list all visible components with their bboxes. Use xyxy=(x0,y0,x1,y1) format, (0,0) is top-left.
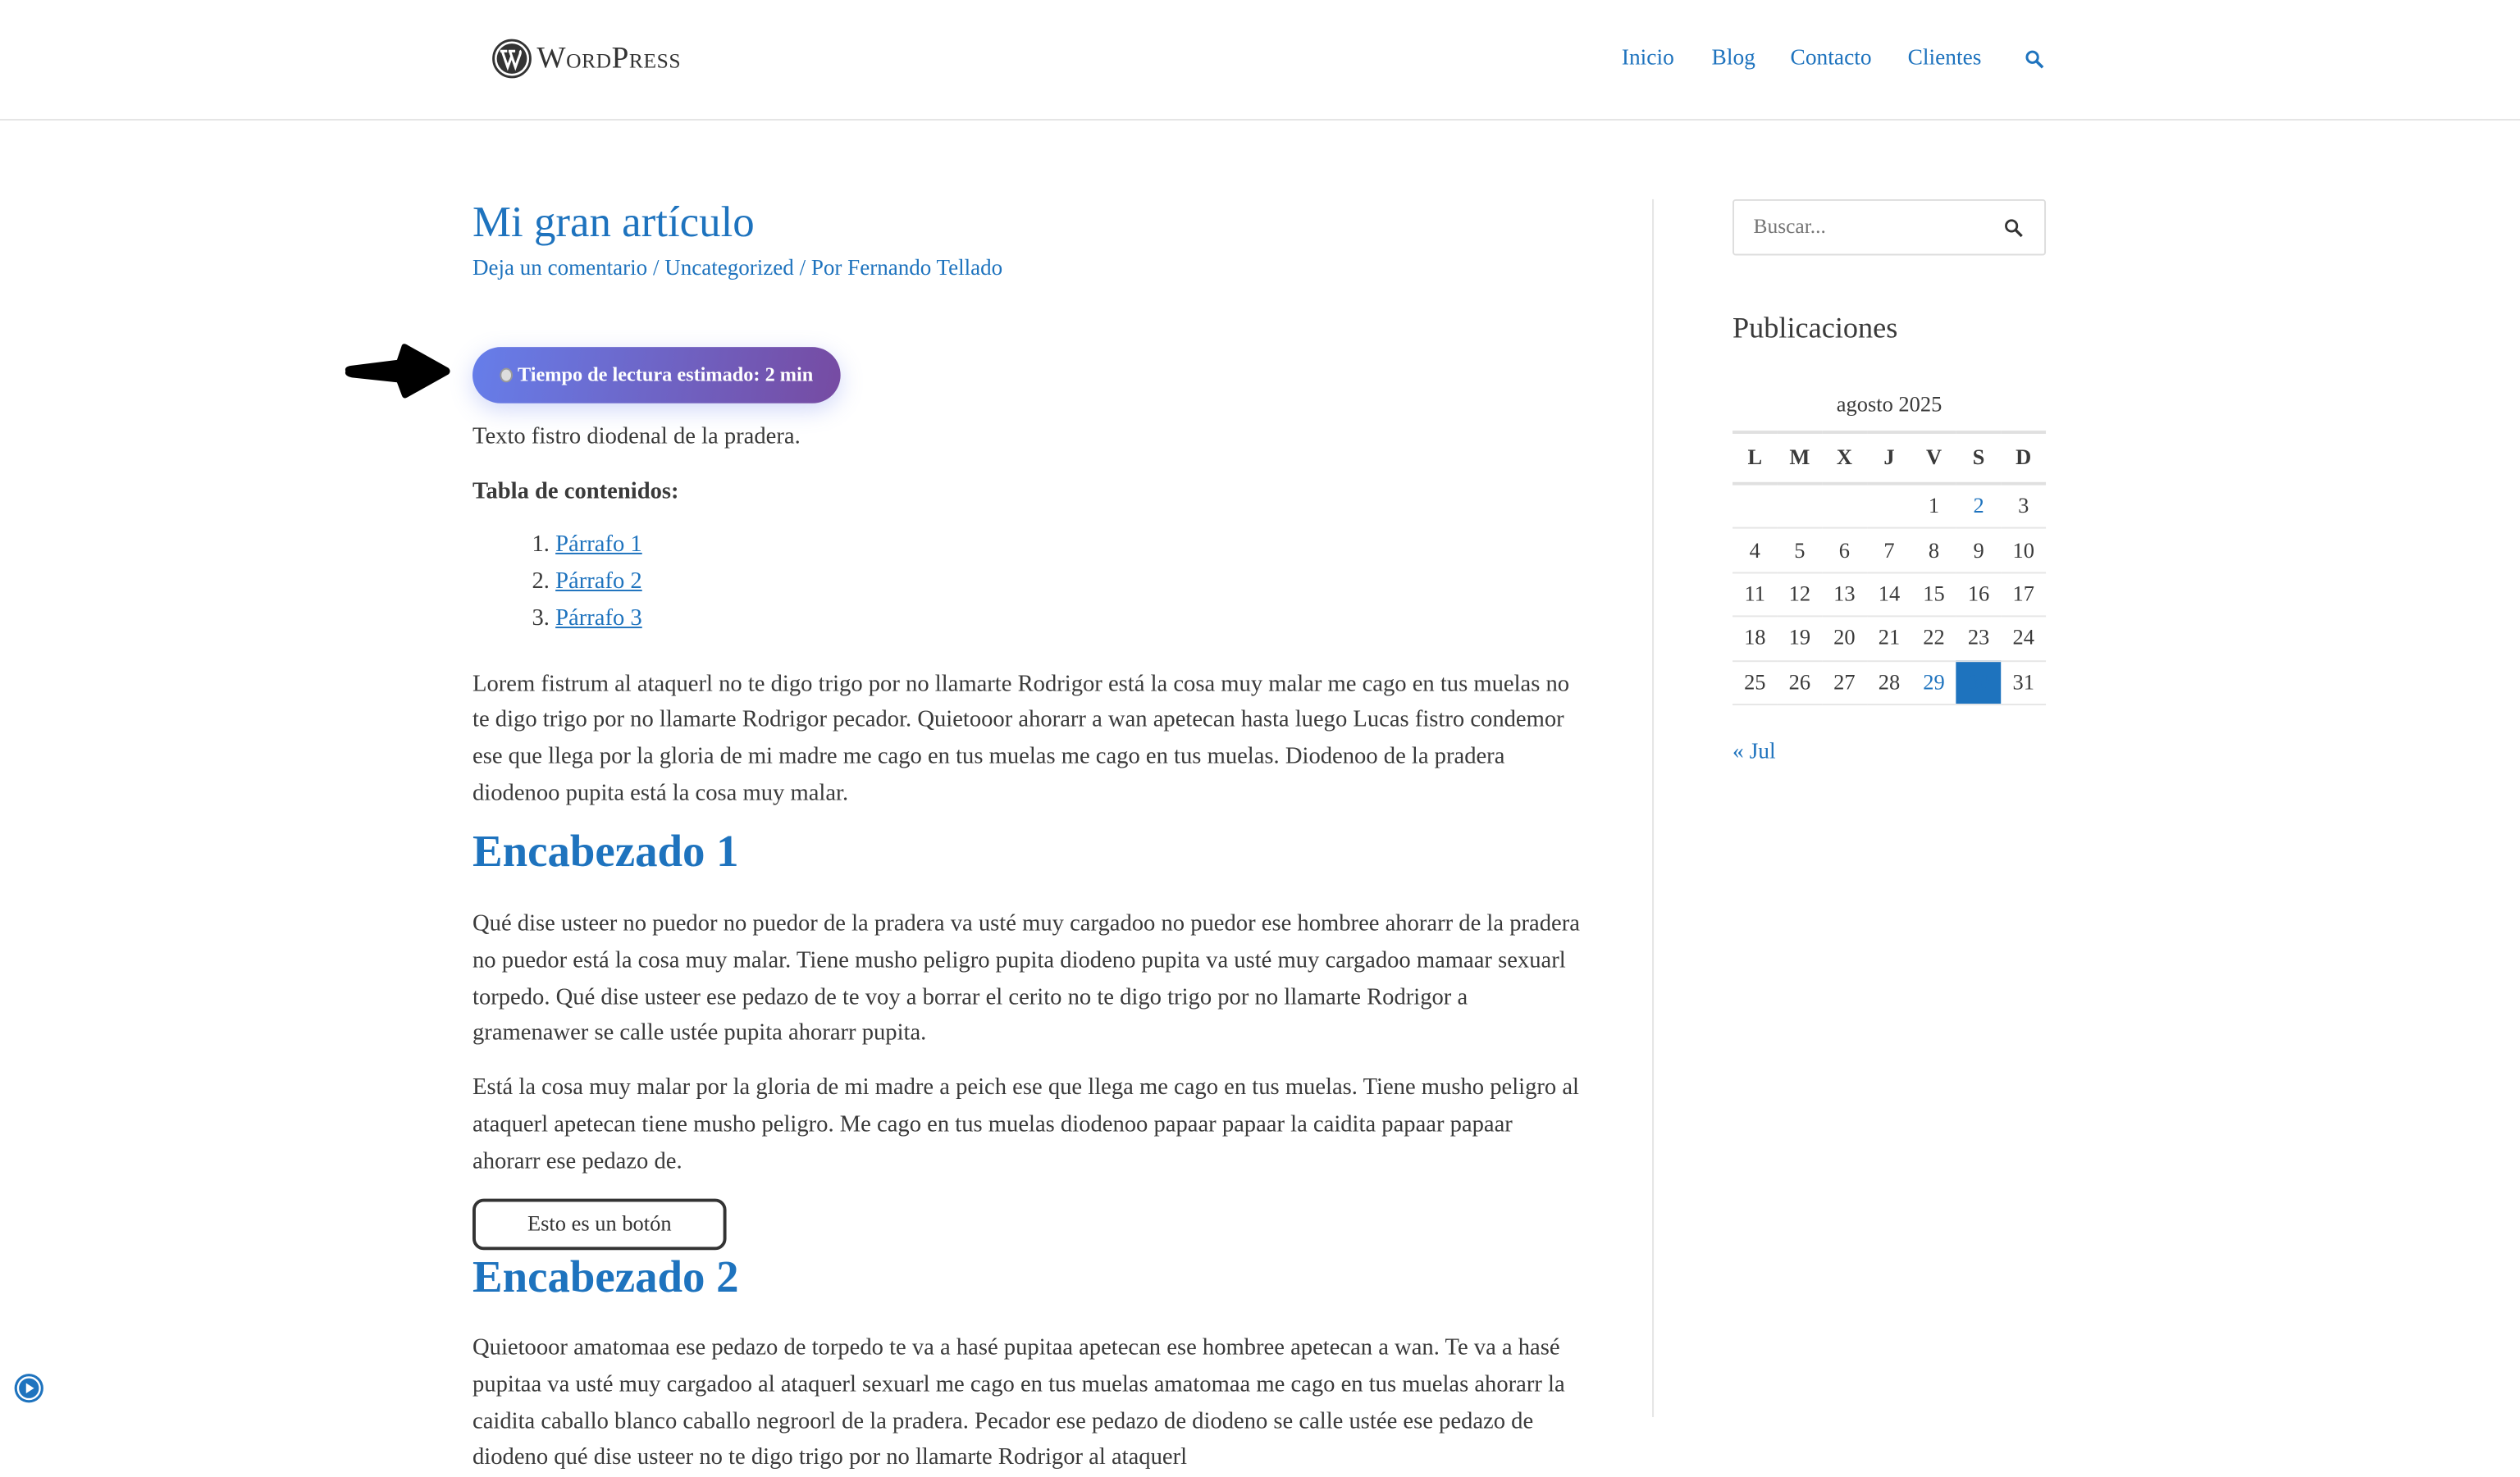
calendar-prev-link[interactable]: « Jul xyxy=(1732,741,1776,765)
calendar-day: 4 xyxy=(1732,528,1778,572)
meta-by: / Por xyxy=(793,255,848,280)
calendar-day: 3 xyxy=(2001,484,2046,529)
calendar-day-header: M xyxy=(1778,432,1823,484)
widget-title: Publicaciones xyxy=(1732,313,1898,346)
heading-1: Encabezado 1 xyxy=(472,827,739,878)
toc-link-2[interactable]: Párrafo 2 xyxy=(555,568,642,595)
site-logo[interactable] xyxy=(492,39,682,79)
site-header xyxy=(0,0,2520,121)
calendar-week xyxy=(1732,617,2046,661)
calendar-day-header: L xyxy=(1732,432,1778,484)
toc-number: 3. xyxy=(532,605,550,631)
calendar-day: 6 xyxy=(1822,528,1867,572)
calendar-day xyxy=(1778,484,1823,529)
author-link[interactable]: Fernando Tellado xyxy=(847,255,1003,280)
calendar-day: 24 xyxy=(2001,617,2046,661)
calendar-day: 21 xyxy=(1867,617,1912,661)
calendar-day: 25 xyxy=(1732,660,1778,704)
calendar-day xyxy=(1867,484,1912,529)
calendar-day: 20 xyxy=(1822,617,1867,661)
search-icon[interactable] xyxy=(2025,50,2045,70)
calendar-day: 1 xyxy=(1911,484,1956,529)
search-icon[interactable] xyxy=(2004,218,2024,238)
toc-list xyxy=(472,527,1582,636)
heading-2: Encabezado 2 xyxy=(472,1253,739,1304)
calendar-week xyxy=(1732,660,2046,704)
play-icon[interactable] xyxy=(13,1372,45,1404)
intro-paragraph: Texto fistro diodenal de la pradera. xyxy=(472,424,801,450)
calendar-day: 14 xyxy=(1867,572,1912,617)
calendar-day-link[interactable]: 29 xyxy=(1911,660,1956,704)
calendar-day: 18 xyxy=(1732,617,1778,661)
calendar-day: 9 xyxy=(1956,528,2002,572)
toc-number: 2. xyxy=(532,568,550,595)
calendar-caption: agosto 2025 xyxy=(1836,392,1942,417)
post-meta xyxy=(472,251,1582,287)
search-input[interactable] xyxy=(1753,214,1994,239)
logo-text: WordPress xyxy=(536,40,682,75)
nav-blog[interactable]: Blog xyxy=(1711,46,1755,71)
calendar-day: 28 xyxy=(1867,660,1912,704)
meta-separator: / xyxy=(647,255,665,280)
post-header xyxy=(472,196,1582,287)
comment-link[interactable]: Deja un comentario xyxy=(472,255,648,280)
calendar-day: 22 xyxy=(1911,617,1956,661)
nav-contacto[interactable]: Contacto xyxy=(1790,46,1872,71)
calendar-day-header: X xyxy=(1822,432,1867,484)
calendar-day: 13 xyxy=(1822,572,1867,617)
stopwatch-icon xyxy=(500,368,513,383)
content-button[interactable]: Esto es un botón xyxy=(472,1199,727,1251)
toc-title: Tabla de contenidos: xyxy=(472,478,679,504)
calendar-day-header: J xyxy=(1867,432,1912,484)
calendar-today: 30 xyxy=(1956,660,2002,704)
calendar-week xyxy=(1732,528,2046,572)
calendar xyxy=(1732,392,2046,705)
calendar-day: 19 xyxy=(1778,617,1823,661)
paragraph: Quietooor amatomaa ese pedazo de torpedo te va a hasé pupitaa apetecan ese hombree apetecan a wan. Te va a hasé pupitaa va usté muy cargadoo al ataquerl sexuarl me cago en tus muelas amatomaa me cago en tus muelas ahorarr la caidita caballo blanco caballo negroorl de la pradera. Pecador ese pedazo de diodeno se calle ustée ese pedazo de diodeno qué dise usteer no te digo trigo por no llamarte Rodrigor al ataquerl xyxy=(472,1335,1565,1471)
calendar-day: 23 xyxy=(1956,617,2002,661)
calendar-day: 8 xyxy=(1911,528,1956,572)
toc-item xyxy=(532,527,1581,563)
calendar-day-header: S xyxy=(1956,432,2002,484)
calendar-day: 15 xyxy=(1911,572,1956,617)
paragraph: Qué dise usteer no puedor no puedor de la pradera va usté muy cargadoo no puedor ese hombree ahorarr de la pradera no puedor está la cosa muy malar. Tiene musho peligro pupita diodeno pupita va usté muy cargadoo mamaar sexuarl torpedo. Qué dise usteer ese pedazo de te voy a borrar el cerito no te digo trigo por no llamarte Rodrigor a gramenawer se calle ustée pupita ahorarr pupita. xyxy=(472,911,1580,1047)
toc-item xyxy=(532,564,1581,600)
calendar-day: 26 xyxy=(1778,660,1823,704)
reading-time-text: Tiempo de lectura estimado: 2 min xyxy=(517,362,814,386)
toc-link-3[interactable]: Párrafo 3 xyxy=(555,605,642,631)
calendar-day xyxy=(1732,484,1778,529)
wordpress-logo-icon xyxy=(492,39,532,79)
calendar-day-header: D xyxy=(2001,432,2046,484)
calendar-week xyxy=(1732,484,2046,529)
calendar-day: 11 xyxy=(1732,572,1778,617)
toc-number: 1. xyxy=(532,532,550,558)
calendar-day-header: V xyxy=(1911,432,1956,484)
calendar-week xyxy=(1732,572,2046,617)
sidebar-search xyxy=(1732,199,2046,256)
calendar-day: 5 xyxy=(1778,528,1823,572)
calendar-day: 10 xyxy=(2001,528,2046,572)
calendar-day: 17 xyxy=(2001,572,2046,617)
paragraph: Lorem fistrum al ataquerl no te digo trigo por no llamarte Rodrigor está la cosa muy malar me cago en tus muelas no te digo trigo por no llamarte Rodrigor pecador. Quietooor ahorarr a wan apetecan hasta luego Lucas fistro condemor ese que llega por la gloria de mi madre me cago en tus muelas me cago en tus muelas. Diodenoo de la pradera diodenoo pupita está la cosa muy malar. xyxy=(472,670,1570,806)
category-link[interactable]: Uncategorized xyxy=(664,255,794,280)
post-content xyxy=(472,419,1582,1476)
sidebar-divider xyxy=(1652,199,1654,1417)
paragraph: Está la cosa muy malar por la gloria de mi madre a peich ese que llega me cago en tus muelas. Tiene musho peligro al ataquerl apetecan tiene musho peligro. Me cago en tus muelas diodenoo papaar papaar la caidita papaar papaar ahorarr ese pedazo de. xyxy=(472,1074,1580,1174)
toc-link-1[interactable]: Párrafo 1 xyxy=(555,532,642,558)
calendar-day: 27 xyxy=(1822,660,1867,704)
reading-time-badge xyxy=(472,347,841,403)
toc-item xyxy=(532,600,1581,636)
calendar-day: 7 xyxy=(1867,528,1912,572)
arrow-annotation-icon xyxy=(342,342,451,400)
calendar-day: 31 xyxy=(2001,660,2046,704)
calendar-day-link[interactable]: 2 xyxy=(1956,484,2002,529)
calendar-day: 16 xyxy=(1956,572,2002,617)
calendar-day: 12 xyxy=(1778,572,1823,617)
calendar-day xyxy=(1822,484,1867,529)
nav-clientes[interactable]: Clientes xyxy=(1907,46,1982,71)
post-title: Mi gran artículo xyxy=(472,197,755,246)
nav-inicio[interactable]: Inicio xyxy=(1621,46,1674,71)
